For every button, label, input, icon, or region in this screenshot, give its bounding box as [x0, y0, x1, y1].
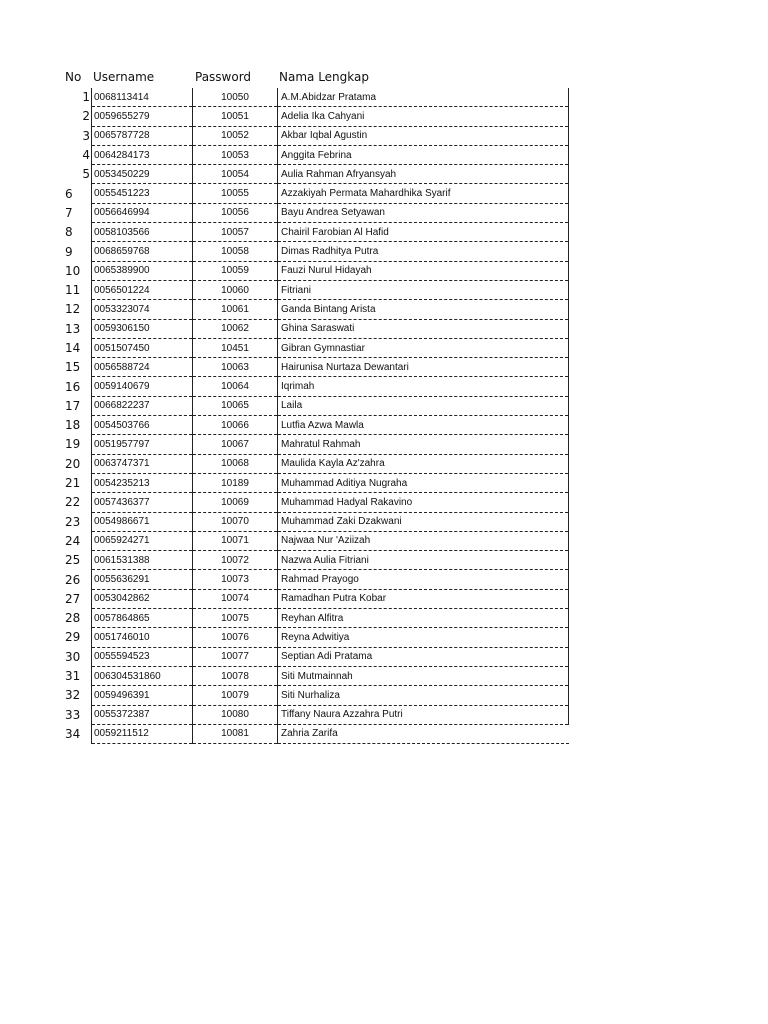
table-row: [62, 280, 569, 299]
full-name-cell: Chairil Farobian Al Hafid: [278, 223, 569, 242]
table-row: [62, 454, 569, 473]
table-row: [62, 686, 569, 705]
password-cell: 10058: [193, 242, 278, 261]
username-cell: 0055594523: [92, 647, 193, 666]
full-name-cell: Iqrimah: [278, 377, 569, 396]
full-name-cell: Siti Mutmainnah: [278, 666, 569, 685]
row-number: 24: [65, 533, 81, 548]
row-number: 18: [65, 418, 81, 433]
table-row: [62, 88, 569, 107]
full-name-cell: Muhammad Aditiya Nugraha: [278, 473, 569, 492]
username-cell: 0064284173: [92, 145, 193, 164]
full-name-cell: Anggita Febrina: [278, 145, 569, 164]
username-cell: 0068659768: [92, 242, 193, 261]
password-cell: 10051: [193, 107, 278, 126]
password-cell: 10064: [193, 377, 278, 396]
password-cell: 10050: [193, 88, 278, 107]
password-cell: 10066: [193, 416, 278, 435]
table-row: [62, 551, 569, 570]
password-cell: 10078: [193, 666, 278, 685]
full-name-cell: Muhammad Zaki Dzakwani: [278, 512, 569, 531]
full-name-cell: Najwaa Nur 'Aziizah: [278, 531, 569, 550]
password-cell: 10052: [193, 126, 278, 145]
table-row: [62, 570, 569, 589]
username-cell: 0054503766: [92, 416, 193, 435]
username-cell: 0055636291: [92, 570, 193, 589]
full-name-cell: Mahratul Rahmah: [278, 435, 569, 454]
table-row: [62, 416, 569, 435]
table-row: [62, 473, 569, 492]
row-number: 9: [65, 244, 73, 259]
table-row: [62, 647, 569, 666]
username-cell: 0068113414: [92, 88, 193, 107]
row-number: 5: [82, 167, 90, 182]
password-cell: 10451: [193, 338, 278, 357]
row-number: 30: [65, 649, 81, 664]
full-name-cell: Gibran Gymnastiar: [278, 338, 569, 357]
row-number: 34: [65, 726, 81, 741]
full-name-cell: Bayu Andrea Setyawan: [278, 203, 569, 222]
table-row: [62, 242, 569, 261]
table-row: [62, 203, 569, 222]
row-number: 19: [65, 437, 81, 452]
table-row: [62, 223, 569, 242]
password-cell: 10063: [193, 358, 278, 377]
username-cell: 0056501224: [92, 280, 193, 299]
full-name-cell: Fitriani: [278, 280, 569, 299]
password-cell: 10081: [193, 724, 278, 743]
password-cell: 10071: [193, 531, 278, 550]
row-number: 31: [65, 669, 81, 684]
password-cell: 10057: [193, 223, 278, 242]
password-cell: 10070: [193, 512, 278, 531]
row-number: 8: [65, 225, 73, 240]
username-cell: 0056588724: [92, 358, 193, 377]
row-number: 3: [82, 128, 90, 143]
username-cell: 0057436377: [92, 493, 193, 512]
table-row: [62, 107, 569, 126]
row-number: 7: [65, 205, 73, 220]
full-name-cell: Ganda Bintang Arista: [278, 300, 569, 319]
username-cell: 0055451223: [92, 184, 193, 203]
student-account-sheet: [62, 68, 572, 744]
full-name-cell: Hairunisa Nurtaza Dewantari: [278, 358, 569, 377]
row-number: 14: [65, 341, 81, 355]
table-row: [62, 145, 569, 164]
header-nama-lengkap: Nama Lengkap: [279, 70, 369, 84]
username-cell: 0065924271: [92, 531, 193, 550]
full-name-cell: Tiffany Naura Azzahra Putri: [278, 705, 569, 724]
full-name-cell: Reyna Adwitiya: [278, 628, 569, 647]
header-username: Username: [93, 70, 155, 84]
password-cell: 10055: [193, 184, 278, 203]
password-cell: 10074: [193, 589, 278, 608]
full-name-cell: Akbar Iqbal Agustin: [278, 126, 569, 145]
password-cell: 10067: [193, 435, 278, 454]
password-cell: 10073: [193, 570, 278, 589]
table-row: [62, 396, 569, 415]
password-cell: 10056: [193, 203, 278, 222]
username-cell: 0054235213: [92, 473, 193, 492]
username-cell: 0056646994: [92, 203, 193, 222]
username-cell: 0051507450: [92, 338, 193, 357]
full-name-cell: Fauzi Nurul Hidayah: [278, 261, 569, 280]
username-cell: 0059496391: [92, 686, 193, 705]
username-cell: 0053450229: [92, 165, 193, 184]
row-number: 4: [82, 148, 90, 163]
username-cell: 0057864865: [92, 609, 193, 628]
table-row: [62, 705, 569, 724]
username-cell: 0066822237: [92, 396, 193, 415]
full-name-cell: A.M.Abidzar Pratama: [278, 88, 569, 107]
row-number: 15: [65, 360, 81, 375]
full-name-cell: Reyhan Alfitra: [278, 609, 569, 628]
password-cell: 10072: [193, 551, 278, 570]
username-cell: 0059211512: [92, 724, 193, 743]
table-row: [62, 666, 569, 685]
username-cell: 0063747371: [92, 454, 193, 473]
username-cell: 0065787728: [92, 126, 193, 145]
row-number: 29: [65, 630, 81, 645]
password-cell: 10061: [193, 300, 278, 319]
full-name-cell: Siti Nurhaliza: [278, 686, 569, 705]
table-row: [62, 628, 569, 647]
full-name-cell: Ghina Saraswati: [278, 319, 569, 338]
password-cell: 10076: [193, 628, 278, 647]
full-name-cell: Aulia Rahman Afryansyah: [278, 165, 569, 184]
password-cell: 10080: [193, 705, 278, 724]
row-number: 22: [65, 495, 81, 510]
username-cell: 0054986671: [92, 512, 193, 531]
username-cell: 0065389900: [92, 261, 193, 280]
row-number: 32: [65, 688, 81, 703]
table-row: [62, 493, 569, 512]
username-cell: 0059306150: [92, 319, 193, 338]
username-cell: 0055372387: [92, 705, 193, 724]
row-number: 12: [65, 302, 81, 317]
header-no: No: [65, 70, 82, 84]
table-row: [62, 609, 569, 628]
row-number: 2: [82, 109, 90, 124]
password-cell: 10069: [193, 493, 278, 512]
full-name-cell: Lutfia Azwa Mawla: [278, 416, 569, 435]
username-cell: 0051746010: [92, 628, 193, 647]
table-row: [62, 589, 569, 608]
username-cell: 0053323074: [92, 300, 193, 319]
full-name-cell: Nazwa Aulia Fitriani: [278, 551, 569, 570]
table-row: [62, 435, 569, 454]
password-cell: 10065: [193, 396, 278, 415]
table-row: [62, 358, 569, 377]
row-number: 20: [65, 456, 81, 471]
username-cell: 0058103566: [92, 223, 193, 242]
table-row: [62, 319, 569, 338]
username-cell: 0059140679: [92, 377, 193, 396]
full-name-cell: Azzakiyah Permata Mahardhika Syarif: [278, 184, 569, 203]
student-table: [62, 88, 569, 744]
row-number: 17: [65, 398, 81, 413]
password-cell: 10053: [193, 145, 278, 164]
full-name-cell: Laila: [278, 396, 569, 415]
row-number: 21: [65, 476, 81, 491]
full-name-cell: Septian Adi Pratama: [278, 647, 569, 666]
row-number: 25: [65, 553, 81, 568]
row-number: 28: [65, 611, 81, 626]
password-cell: 10075: [193, 609, 278, 628]
table-row: [62, 338, 569, 357]
table-row: [62, 261, 569, 280]
table-row: [62, 377, 569, 396]
username-cell: 0051957797: [92, 435, 193, 454]
password-cell: 10189: [193, 473, 278, 492]
table-row: [62, 724, 569, 743]
username-cell: 006304531860: [92, 666, 193, 685]
username-cell: 0059655279: [92, 107, 193, 126]
table-row: [62, 531, 569, 550]
row-number: 6: [65, 186, 73, 201]
password-cell: 10059: [193, 261, 278, 280]
table-row: [62, 126, 569, 145]
full-name-cell: Maulida Kayla Az'zahra: [278, 454, 569, 473]
header-row: [62, 68, 572, 88]
password-cell: 10068: [193, 454, 278, 473]
row-number: 16: [65, 379, 81, 394]
full-name-cell: Rahmad Prayogo: [278, 570, 569, 589]
password-cell: 10077: [193, 647, 278, 666]
table-row: [62, 184, 569, 203]
header-password: Password: [195, 70, 252, 84]
username-cell: 0061531388: [92, 551, 193, 570]
row-number: 33: [65, 707, 81, 722]
password-cell: 10060: [193, 280, 278, 299]
full-name-cell: Adelia Ika Cahyani: [278, 107, 569, 126]
password-cell: 10054: [193, 165, 278, 184]
table-row: [62, 512, 569, 531]
full-name-cell: Muhammad Hadyal Rakavino: [278, 493, 569, 512]
row-number: 13: [65, 321, 81, 336]
full-name-cell: Dimas Radhitya Putra: [278, 242, 569, 261]
username-cell: 0053042862: [92, 589, 193, 608]
row-number: 11: [65, 283, 81, 298]
table-row: [62, 165, 569, 184]
row-number: 27: [65, 591, 81, 606]
row-number: 1: [82, 90, 90, 105]
password-cell: 10079: [193, 686, 278, 705]
row-number: 26: [65, 572, 81, 587]
full-name-cell: Ramadhan Putra Kobar: [278, 589, 569, 608]
table-row: [62, 300, 569, 319]
password-cell: 10062: [193, 319, 278, 338]
full-name-cell: Zahria Zarifa: [278, 724, 569, 743]
row-number: 10: [65, 263, 81, 278]
row-number: 23: [65, 514, 81, 529]
